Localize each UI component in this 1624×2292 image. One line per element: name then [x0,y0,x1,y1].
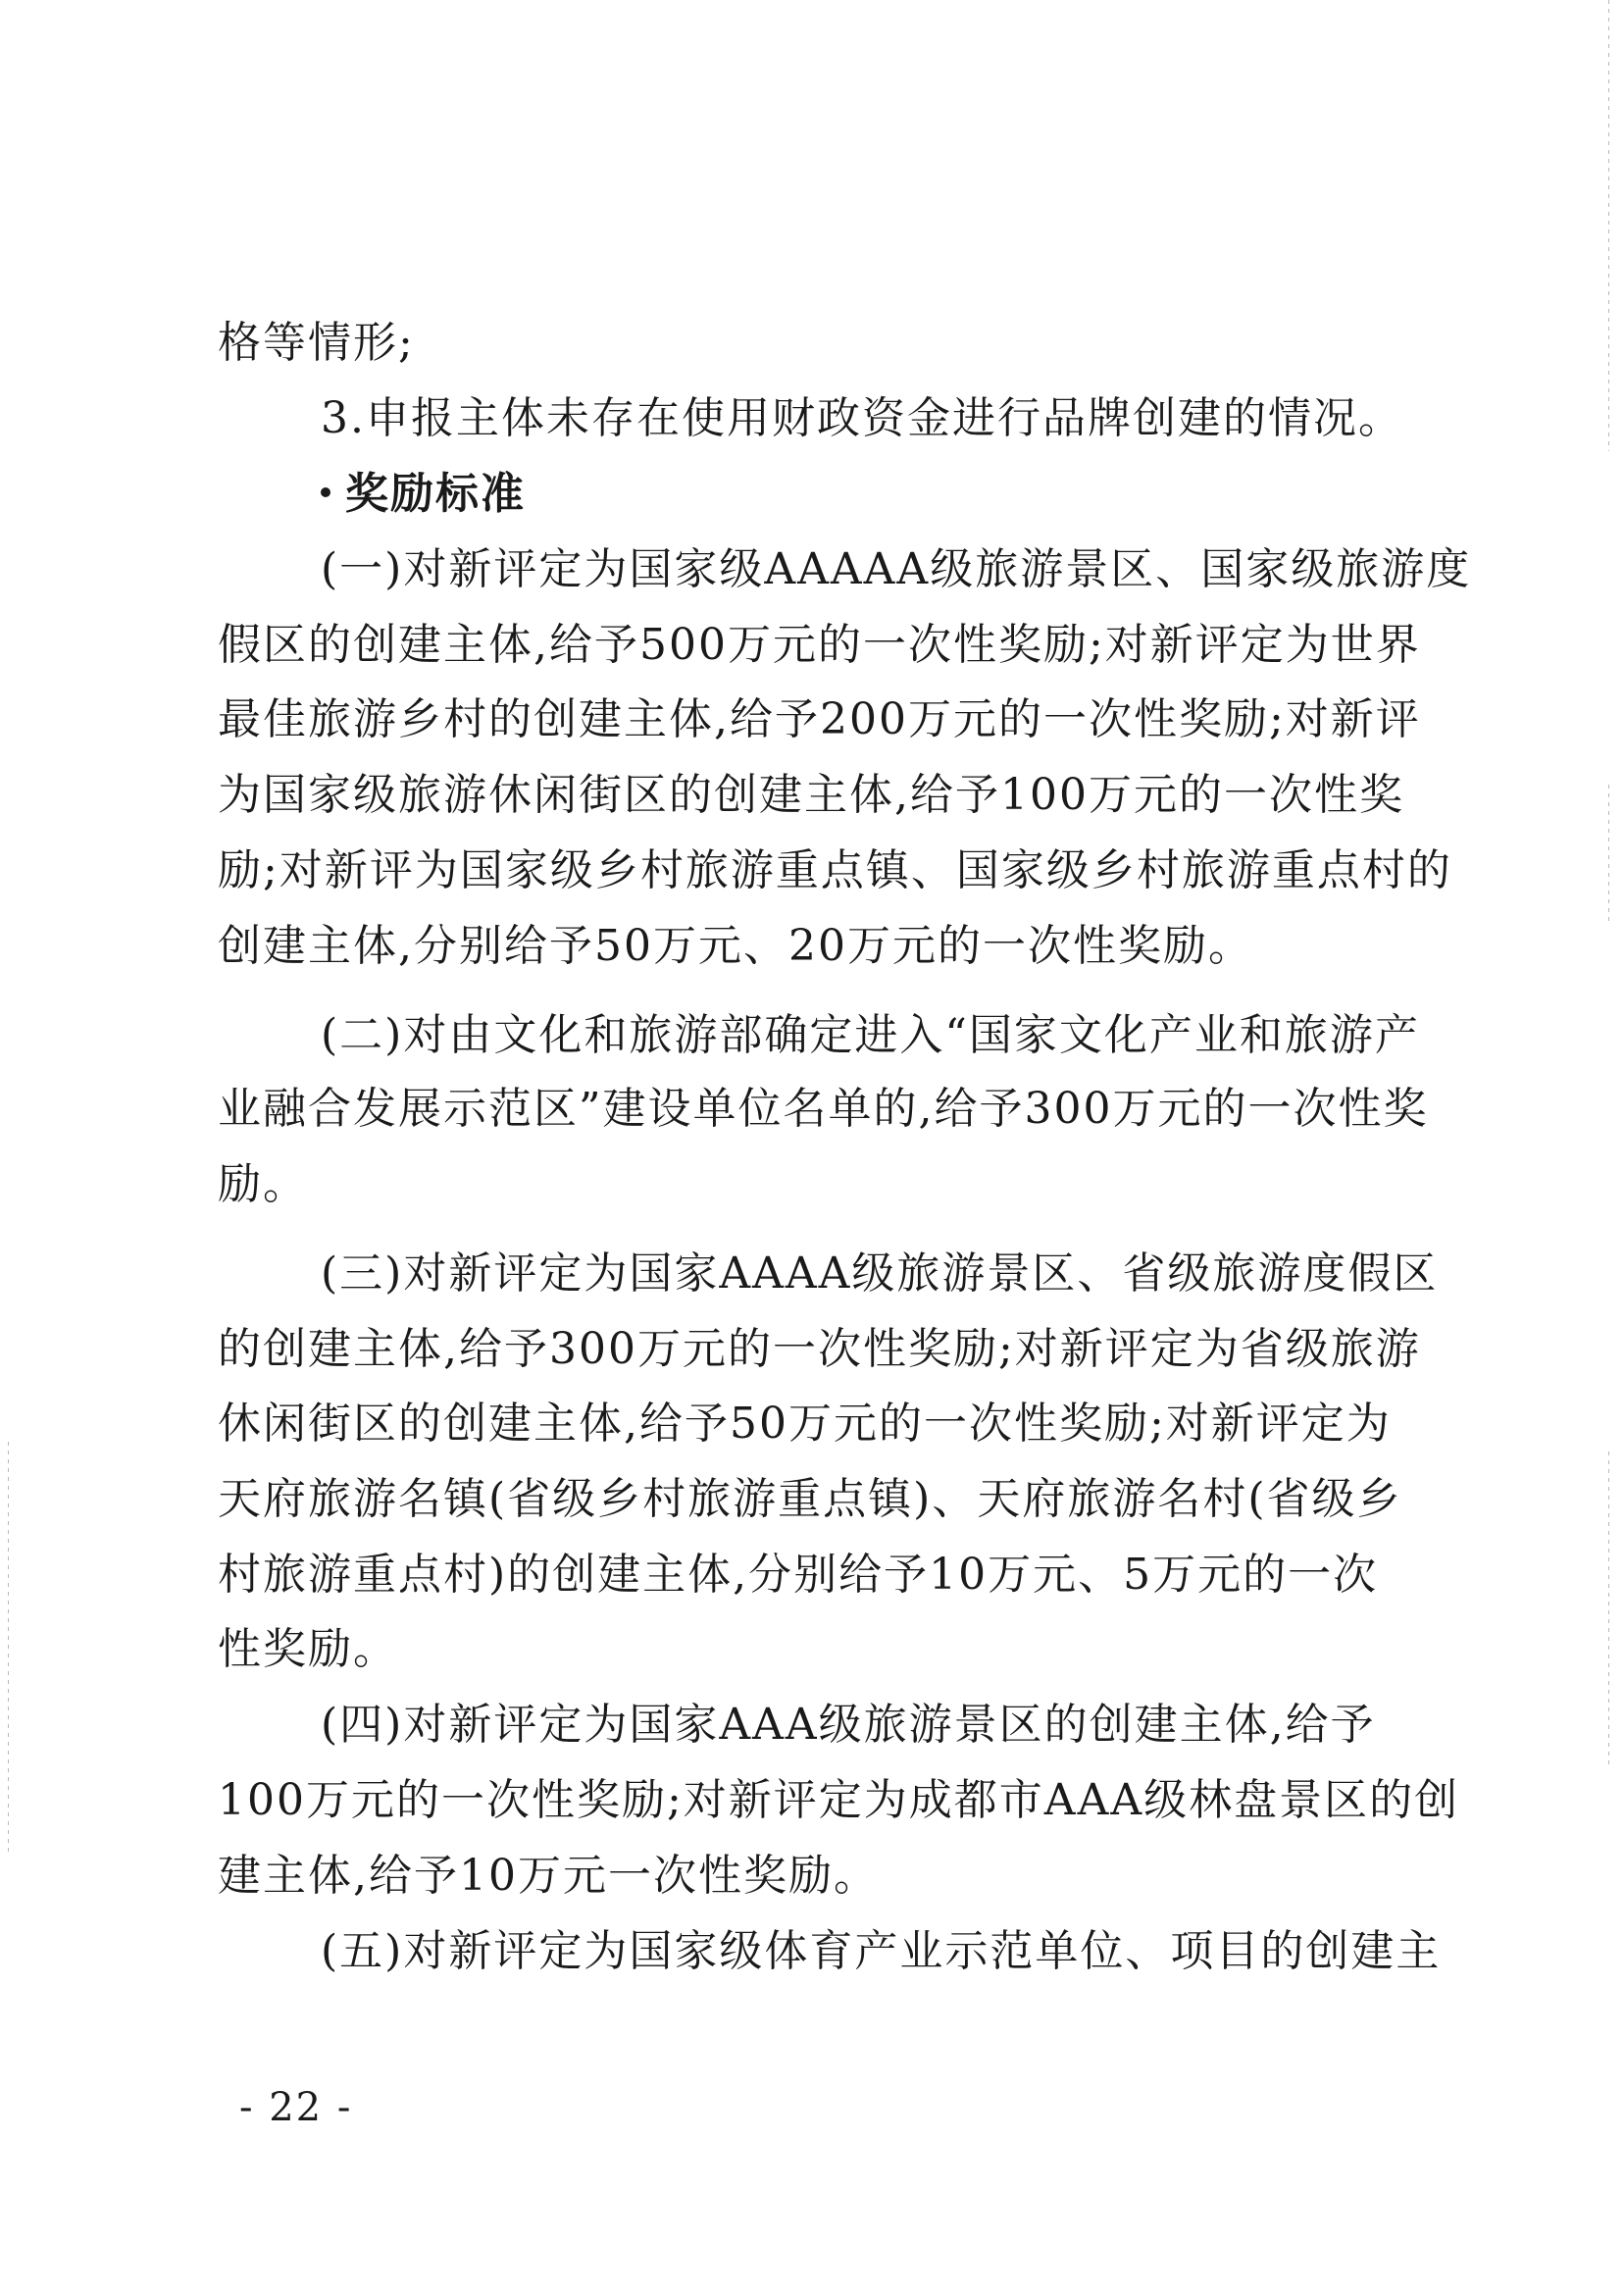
paragraph-4-line-3: 建主体,给予10万元一次性奖励。 [218,1851,879,1901]
paragraph-2-line-3: 励。 [218,1159,308,1209]
paragraph-3-line-6: 性奖励。 [218,1624,398,1674]
scan-edge-mark [1608,1452,1609,1765]
paragraph-1-line-2: 假区的创建主体,给予500万元的一次性奖励;对新评定为世界 [218,620,1421,670]
section-heading: 奖励标准 [345,469,526,519]
paragraph-5-line-1: (五)对新评定为国家级体育产业示范单位、项目的创建主 [321,1926,1442,1976]
page-number: - 22 - [239,2085,353,2130]
list-item-3: 3.申报主体未存在使用财政资金进行品牌创建的情况。 [321,393,1403,443]
scan-edge-mark [1608,0,1609,451]
paragraph-1-line-4: 为国家级旅游休闲街区的创建主体,给予100万元的一次性奖 [218,770,1404,820]
paragraph-2-line-2: 业融合发展示范区”建设单位名单的,给予300万元的一次性奖 [218,1084,1429,1134]
paragraph-3-line-3: 休闲街区的创建主体,给予50万元的一次性奖励;对新评定为 [218,1399,1392,1449]
scan-edge-mark [8,1442,9,1854]
bullet-icon [321,487,330,497]
paragraph-2-line-1: (二)对由文化和旅游部确定进入“国家文化产业和旅游产 [321,1010,1420,1060]
paragraph-1-line-3: 最佳旅游乡村的创建主体,给予200万元的一次性奖励;对新评 [218,694,1421,744]
paragraph-1-line-6: 创建主体,分别给予50万元、20万元的一次性奖励。 [218,921,1253,971]
scan-edge-mark [1608,785,1609,922]
paragraph-3-line-5: 村旅游重点村)的创建主体,分别给予10万元、5万元的一次 [218,1550,1379,1600]
paragraph-3-line-4: 天府旅游名镇(省级乡村旅游重点镇)、天府旅游名村(省级乡 [218,1474,1402,1524]
paragraph-4-line-2: 100万元的一次性奖励;对新评定为成都市AAA级林盘景区的创 [218,1775,1460,1825]
paragraph-3-line-2: 的创建主体,给予300万元的一次性奖励;对新评定为省级旅游 [218,1324,1421,1374]
body-line: 格等情形; [218,318,415,368]
paragraph-1-line-1: (一)对新评定为国家级AAAAA级旅游景区、国家级旅游度 [321,544,1472,594]
paragraph-3-line-1: (三)对新评定为国家AAAA级旅游景区、省级旅游度假区 [321,1248,1439,1299]
paragraph-4-line-1: (四)对新评定为国家AAA级旅游景区的创建主体,给予 [321,1700,1376,1750]
paragraph-1-line-5: 励;对新评为国家级乡村旅游重点镇、国家级乡村旅游重点村的 [218,845,1452,895]
